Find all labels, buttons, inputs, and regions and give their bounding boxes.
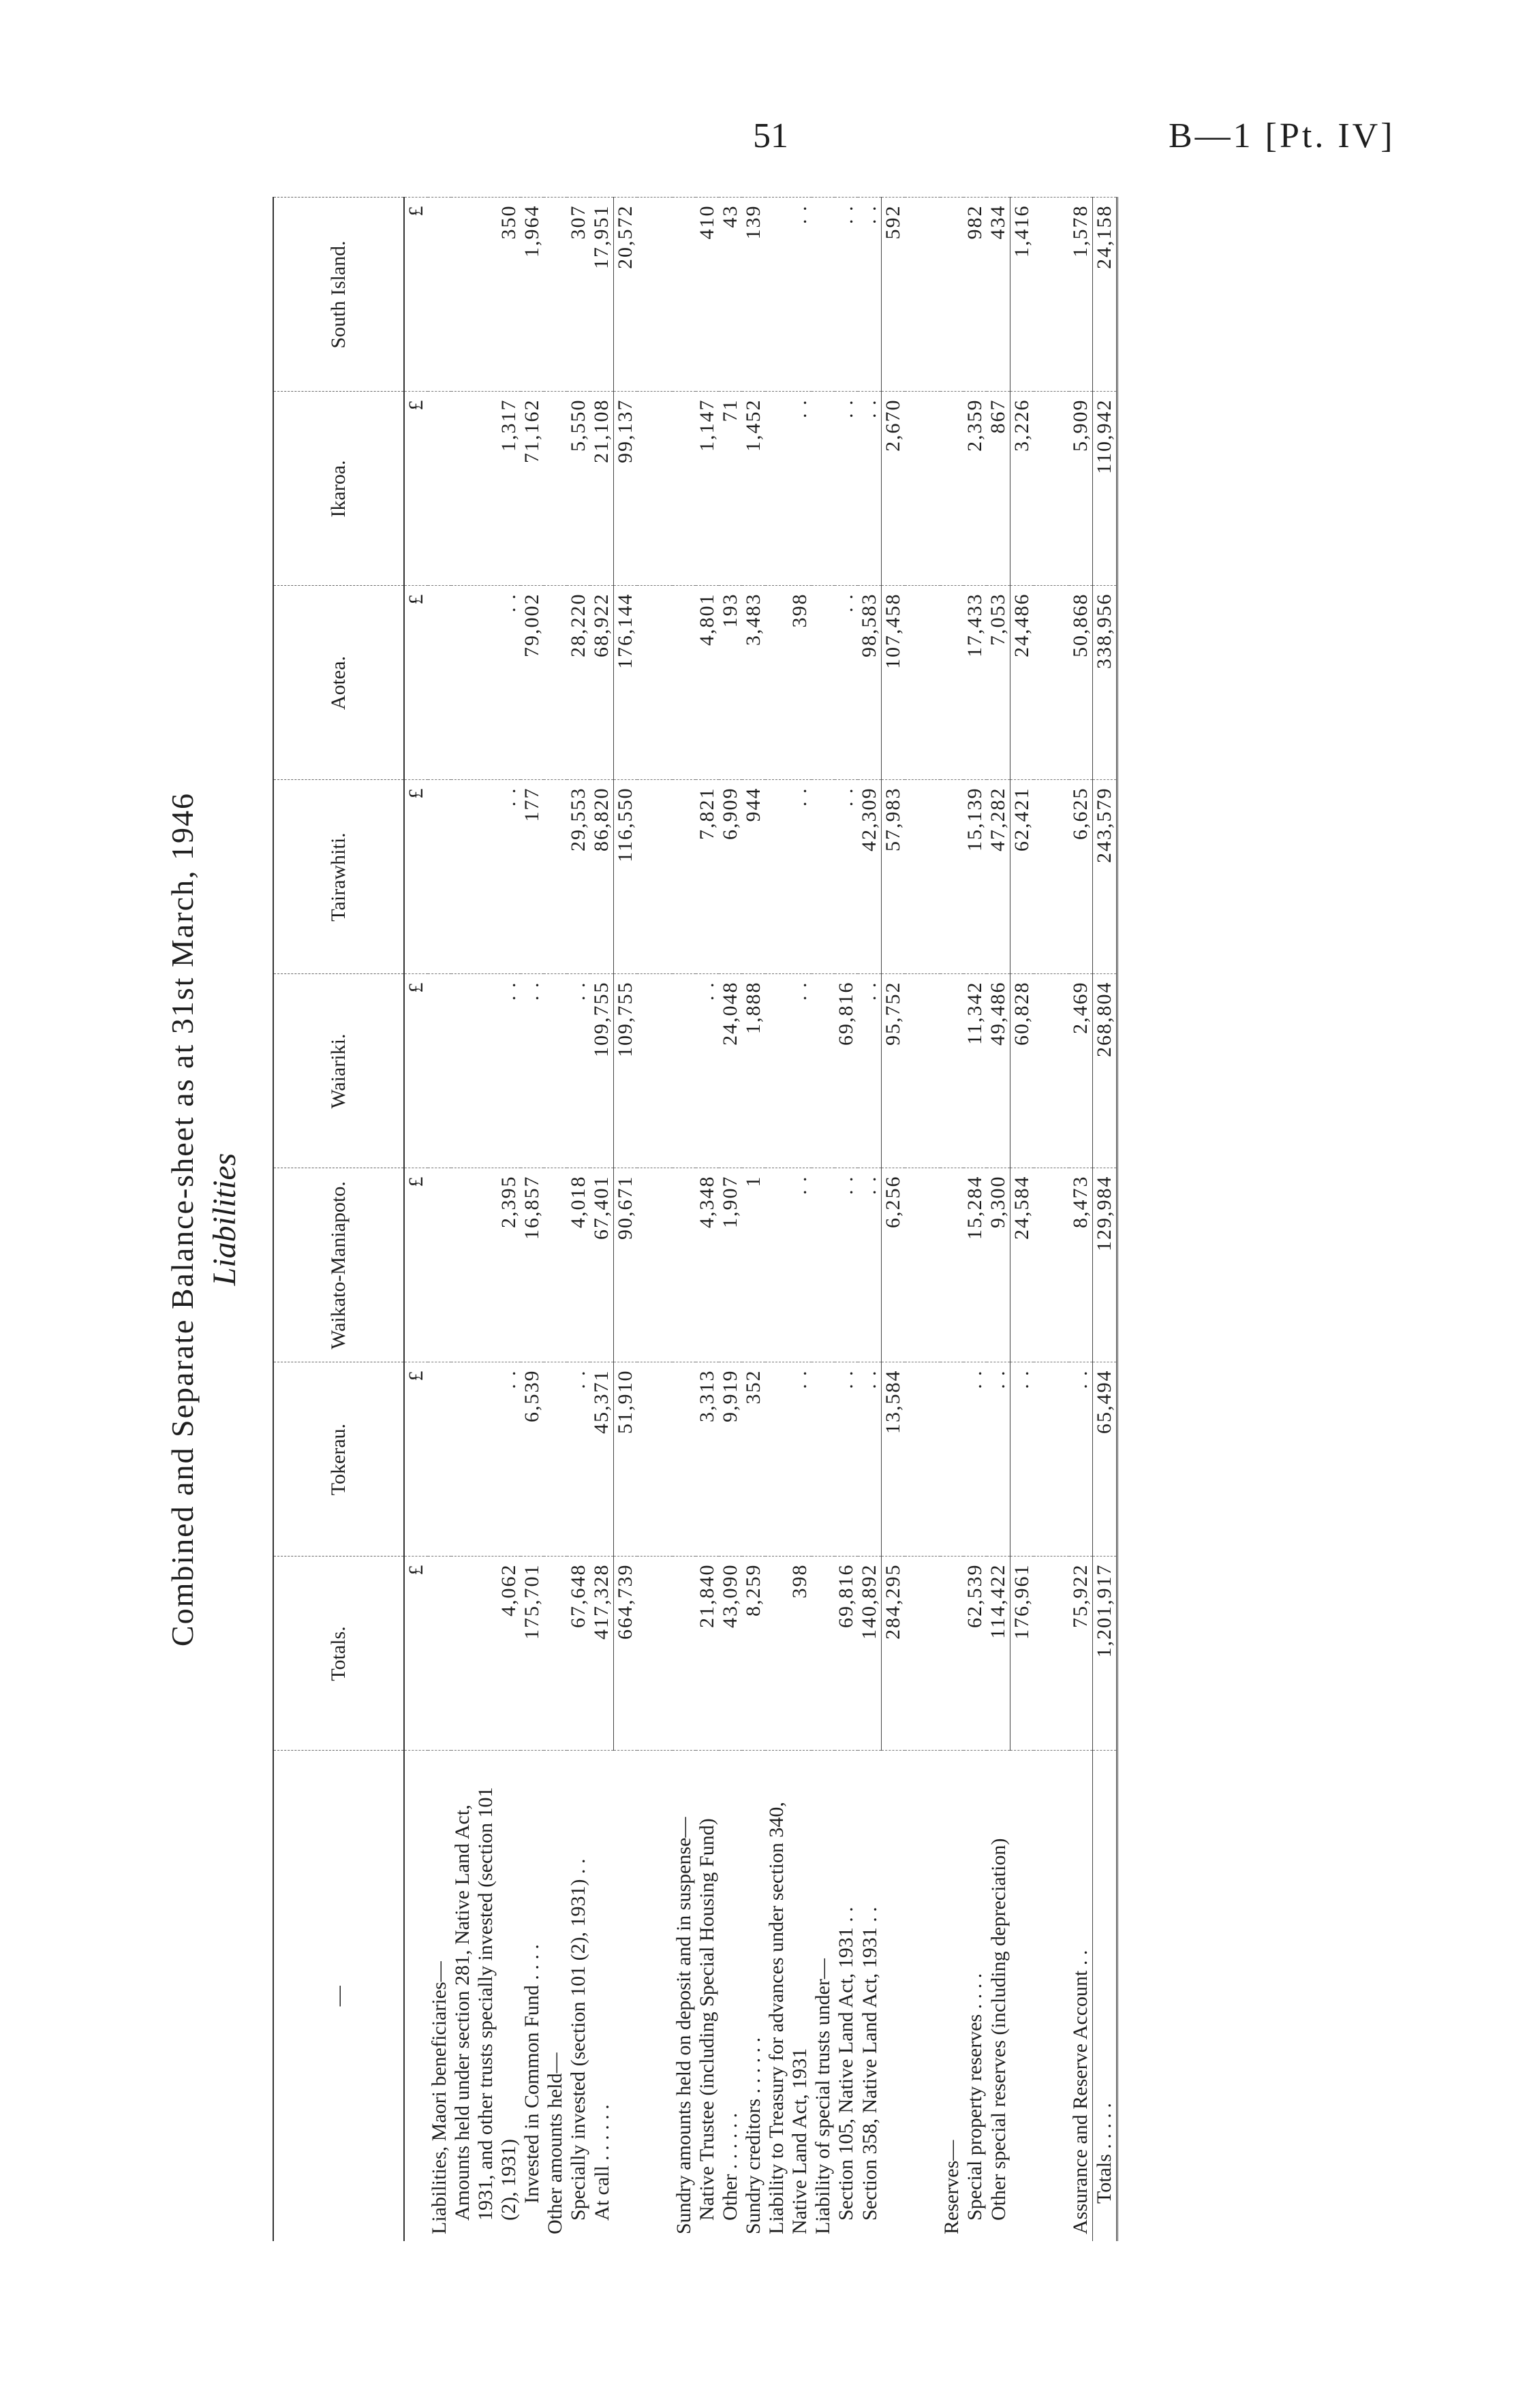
totals-row [1093,198,1117,2241]
value-cell: . . [835,1168,858,1362]
value-cell: 4,348 [696,1168,719,1362]
section-heading-row [673,198,696,2241]
value-cell: 109,755 [590,974,614,1168]
value-cell: . . [858,392,882,586]
value-cell: 43 [719,198,742,392]
value-cell: 28,220 [567,586,590,780]
value-cell: 62,539 [963,1557,987,1751]
value-cell [940,1362,963,1557]
value-cell: 9,300 [987,1168,1010,1362]
value-cell [673,1362,696,1557]
spacer-cell [637,780,673,974]
value-cell [673,198,696,392]
spacer-cell [905,198,940,392]
value-cell [428,1362,451,1557]
spacer-cell [637,1168,673,1362]
total-cell: 338,956 [1093,586,1117,780]
value-cell: 67,648 [567,1557,590,1751]
total-cell: 65,494 [1093,1362,1117,1557]
header-row [273,198,404,2241]
value-cell: 3,313 [696,1362,719,1557]
subtotal-cell: 107,458 [882,586,906,780]
value-cell [428,974,451,1168]
value-cell: 15,139 [963,780,987,974]
table-row [858,198,882,2241]
value-cell [428,780,451,974]
value-cell: 9,919 [719,1362,742,1557]
row-label: Section 358, Native Land Act, 1931 . . [858,1751,882,2241]
subtotal-cell: 116,550 [614,780,638,974]
value-cell: 867 [987,392,1010,586]
value-cell: 6,539 [521,1362,544,1557]
spacer-cell [1034,586,1069,780]
value-cell: 15,284 [963,1168,987,1362]
value-cell [428,1168,451,1362]
value-cell: 50,868 [1069,586,1093,780]
spacer-cell [637,586,673,780]
value-cell [812,974,835,1168]
spacer-cell [1034,198,1069,392]
value-cell: . . [858,1168,882,1362]
value-cell: 1,452 [742,392,765,586]
subtotal-cell: 57,983 [882,780,906,974]
currency-cell: £ [404,392,428,586]
value-cell [812,586,835,780]
page-number: 51 [753,116,788,155]
value-cell [673,586,696,780]
value-cell: . . [1069,1362,1093,1557]
spacer-cell [905,1168,940,1362]
value-cell [673,392,696,586]
value-cell: 75,922 [1069,1557,1093,1751]
value-cell [428,198,451,392]
value-cell: . . [765,974,812,1168]
spacer-cell [905,392,940,586]
currency-cell: £ [404,1168,428,1362]
subtotal-row [614,198,638,2241]
value-cell: 410 [696,198,719,392]
subtotal-cell: 51,910 [614,1362,638,1557]
value-cell: 67,401 [590,1168,614,1362]
row-label: Assurance and Reserve Account . . [1069,1751,1093,2241]
value-cell: 71,162 [521,392,544,586]
value-cell: 350 [451,198,521,392]
spacer-cell [905,974,940,1168]
value-cell [812,198,835,392]
value-cell: 29,553 [567,780,590,974]
total-cell: 129,984 [1093,1168,1117,1362]
subtotal-cell: 3,226 [1010,392,1034,586]
value-cell: . . [963,1362,987,1557]
table-row [590,198,614,2241]
titles [160,198,262,2241]
value-cell: 43,090 [719,1557,742,1751]
value-cell: 47,282 [987,780,1010,974]
value-cell [940,974,963,1168]
section-heading: Other amounts held— [544,1751,567,2241]
header-waiariki: Waiariki. [273,974,404,1168]
subtitle: Liabilities [206,1153,243,1286]
header-tairawhiti: Tairawhiti. [273,780,404,974]
value-cell: 417,328 [590,1557,614,1751]
subtotal-cell: 109,755 [614,974,638,1168]
value-cell: 982 [963,198,987,392]
table-row [742,198,765,2241]
value-cell [544,1168,567,1362]
value-cell: . . [696,974,719,1168]
value-cell: 45,371 [590,1362,614,1557]
value-cell [544,1557,567,1751]
value-cell: 8,473 [1069,1168,1093,1362]
spacer-cell [1034,1168,1069,1362]
value-cell: 114,422 [987,1557,1010,1751]
value-cell [673,1557,696,1751]
value-cell: . . [567,1362,590,1557]
table-row [835,198,858,2241]
subtotal-cell: 90,671 [614,1168,638,1362]
subtotal-cell: 99,137 [614,392,638,586]
value-cell [428,392,451,586]
row-label: Specially invested (section 101 (2), 1931) . . [567,1751,590,2241]
value-cell: 1 [742,1168,765,1362]
value-cell: 71 [719,392,742,586]
row-label: Sundry creditors . . . . . . [742,1751,765,2241]
value-cell [812,780,835,974]
spacer-row [905,198,940,2241]
value-cell [812,1557,835,1751]
value-cell: 68,922 [590,586,614,780]
value-cell: 2,469 [1069,974,1093,1168]
table-row [696,198,719,2241]
row-label: At call . . . . . . [590,1751,614,2241]
table-row [987,198,1010,2241]
row-label: Special property reserves . . . . [963,1751,987,2241]
value-cell: . . [765,780,812,974]
value-cell: . . [987,1362,1010,1557]
table-row [963,198,987,2241]
value-cell [940,586,963,780]
spacer-cell [637,1362,673,1557]
spacer-cell [637,1751,673,2241]
value-cell: 24,048 [719,974,742,1168]
value-cell: 8,259 [742,1557,765,1751]
spacer-cell [905,780,940,974]
section-heading-row [428,198,451,2241]
row-label: Native Trustee (including Special Housing Fund) [696,1751,719,2241]
subtotal-cell: 20,572 [614,198,638,392]
value-cell: 21,108 [590,392,614,586]
value-cell: 1,907 [719,1168,742,1362]
spacer-cell [1034,392,1069,586]
value-cell: 177 [521,780,544,974]
value-cell [544,586,567,780]
value-cell: 3,483 [742,586,765,780]
value-cell [544,1362,567,1557]
spacer-cell [1034,1557,1069,1751]
spacer-cell [1034,1362,1069,1557]
spacer-cell [905,1751,940,2241]
value-cell: . . [858,974,882,1168]
table-row [521,198,544,2241]
section-heading-row [544,198,567,2241]
value-cell: 944 [742,780,765,974]
spacer-row [637,198,673,2241]
row-label: Invested in Common Fund . . . . [521,1751,544,2241]
value-cell: 398 [765,586,812,780]
header-label: — [273,1751,404,2241]
value-cell: 193 [719,586,742,780]
section-heading: Liability of special trusts under— [812,1751,835,2241]
subtotal-row [1010,198,1034,2241]
value-cell: 1,317 [451,392,521,586]
spacer-cell [1034,1751,1069,2241]
total-cell: 243,579 [1093,780,1117,974]
value-cell: 98,583 [858,586,882,780]
currency-cell: £ [404,1557,428,1751]
subtotal-cell: 592 [882,198,906,392]
subtotal-cell: 2,670 [882,392,906,586]
value-cell: 79,002 [521,586,544,780]
value-cell: 6,625 [1069,780,1093,974]
currency-cell: £ [404,974,428,1168]
value-cell: 16,857 [521,1168,544,1362]
value-cell: . . [451,586,521,780]
subtotal-label-cell [614,1751,638,2241]
total-cell: 1,201,917 [1093,1557,1117,1751]
value-cell [544,974,567,1168]
value-cell: 2,359 [963,392,987,586]
section-heading-row [812,198,835,2241]
value-cell: 49,486 [987,974,1010,1168]
spacer-cell [1034,974,1069,1168]
header-tokerau: Tokerau. [273,1362,404,1557]
subtotal-cell: 176,144 [614,586,638,780]
value-cell: 7,821 [696,780,719,974]
subtotal-label-cell [882,1751,906,2241]
row-label: Amounts held under section 281, Native Land Act, 1931, and other trusts specially invested (section 101 (2), 1931) [451,1751,521,2241]
spacer-cell [637,392,673,586]
value-cell [812,1362,835,1557]
subtotal-cell: 284,295 [882,1557,906,1751]
value-cell: . . [858,1362,882,1557]
value-cell: 21,840 [696,1557,719,1751]
value-cell: 5,909 [1069,392,1093,586]
currency-cell: £ [404,780,428,974]
page-reference: B—1 [Pt. IV] [1169,116,1395,155]
header-totals: Totals. [273,1557,404,1751]
section-heading: Reserves— [940,1751,963,2241]
value-cell: . . [858,198,882,392]
subtotal-cell: 176,961 [1010,1557,1034,1751]
section-heading-row [940,198,963,2241]
value-cell: . . [451,974,521,1168]
value-cell: . . [835,392,858,586]
spacer-cell [905,1557,940,1751]
value-cell: . . [451,780,521,974]
main-title: Combined and Separate Balance-sheet as at 31st March, 1946 [165,792,200,1647]
spacer-cell [637,1557,673,1751]
subtotal-cell: 62,421 [1010,780,1034,974]
value-cell: 6,909 [719,780,742,974]
value-cell: . . [835,586,858,780]
spacer-cell [1034,780,1069,974]
value-cell: 17,433 [963,586,987,780]
section-heading: Sundry amounts held on deposit and in suspense— [673,1751,696,2241]
header-waikato-maniapoto: Waikato-Maniapoto. [273,1168,404,1362]
subtotal-cell: 24,486 [1010,586,1034,780]
value-cell: 42,309 [858,780,882,974]
value-cell [940,392,963,586]
value-cell [940,1557,963,1751]
value-cell: 2,395 [451,1168,521,1362]
total-cell: 24,158 [1093,198,1117,392]
value-cell [940,780,963,974]
header-ikaroa: Ikaroa. [273,392,404,586]
spacer-cell [637,198,673,392]
value-cell: 69,816 [835,1557,858,1751]
value-cell: 11,342 [963,974,987,1168]
value-cell: 17,951 [590,198,614,392]
value-cell: 7,053 [987,586,1010,780]
value-cell [940,1168,963,1362]
currency-cell: £ [404,198,428,392]
value-cell [812,1168,835,1362]
subtotal-cell: 664,739 [614,1557,638,1751]
row-label: Other special reserves (including depreciation) [987,1751,1010,2241]
subtotal-cell: . . [1010,1362,1034,1557]
section-heading: Liabilities, Maori beneficiaries— [428,1751,451,2241]
value-cell: 5,550 [567,392,590,586]
spacer-cell [637,974,673,1168]
value-cell [940,198,963,392]
table-row [1069,198,1093,2241]
value-cell: 352 [742,1362,765,1557]
value-cell: 1,888 [742,974,765,1168]
header-aotea: Aotea. [273,586,404,780]
header-south-island: South Island. [273,198,404,392]
rotated-balance-sheet [160,198,1468,2241]
subtotal-cell: 95,752 [882,974,906,1168]
currency-row [404,198,428,2241]
value-cell: . . [765,1362,812,1557]
spacer-cell [905,1362,940,1557]
row-label: Other . . . . . . [719,1751,742,2241]
total-cell: 110,942 [1093,392,1117,586]
value-cell: 398 [765,1557,812,1751]
value-cell: 4,801 [696,586,719,780]
subtotal-cell: 24,584 [1010,1168,1034,1362]
value-cell: . . [521,974,544,1168]
value-cell [673,1168,696,1362]
value-cell: . . [567,974,590,1168]
value-cell: 86,820 [590,780,614,974]
row-label: Section 105, Native Land Act, 1931 . . [835,1751,858,2241]
total-cell: 268,804 [1093,974,1117,1168]
value-cell: . . [835,1362,858,1557]
value-cell [673,780,696,974]
value-cell: . . [451,1362,521,1557]
value-cell: 307 [567,198,590,392]
value-cell [673,974,696,1168]
currency-cell: £ [404,586,428,780]
table-row [451,198,521,2241]
subtotal-row [882,198,906,2241]
value-cell: . . [765,1168,812,1362]
value-cell: 1,147 [696,392,719,586]
subtotal-cell: 13,584 [882,1362,906,1557]
value-cell [544,198,567,392]
subtotal-cell: 1,416 [1010,198,1034,392]
value-cell [428,1557,451,1751]
value-cell: 1,578 [1069,198,1093,392]
value-cell [428,586,451,780]
row-label: Totals . . . . . [1093,1751,1117,2241]
value-cell: 4,018 [567,1168,590,1362]
value-cell [544,392,567,586]
value-cell: . . [765,198,812,392]
value-cell: . . [835,780,858,974]
value-cell: 4,062 [451,1557,521,1751]
liabilities-table [273,198,1118,2242]
value-cell: . . [835,198,858,392]
currency-label-cell [404,1751,428,2241]
value-cell: 175,701 [521,1557,544,1751]
value-cell: 69,816 [835,974,858,1168]
value-cell [812,392,835,586]
value-cell: 139 [742,198,765,392]
value-cell: 1,964 [521,198,544,392]
spacer-row [1034,198,1069,2241]
value-cell: . . [765,392,812,586]
subtotal-cell: 60,828 [1010,974,1034,1168]
spacer-cell [905,586,940,780]
value-cell: 140,892 [858,1557,882,1751]
subtotal-cell: 6,256 [882,1168,906,1362]
table-row [765,198,812,2241]
table-row [567,198,590,2241]
table-row [719,198,742,2241]
currency-cell: £ [404,1362,428,1557]
value-cell [544,780,567,974]
row-label: Liability to Treasury for advances under section 340, Native Land Act, 1931 [765,1751,812,2241]
value-cell: 434 [987,198,1010,392]
subtotal-label-cell [1010,1751,1034,2241]
